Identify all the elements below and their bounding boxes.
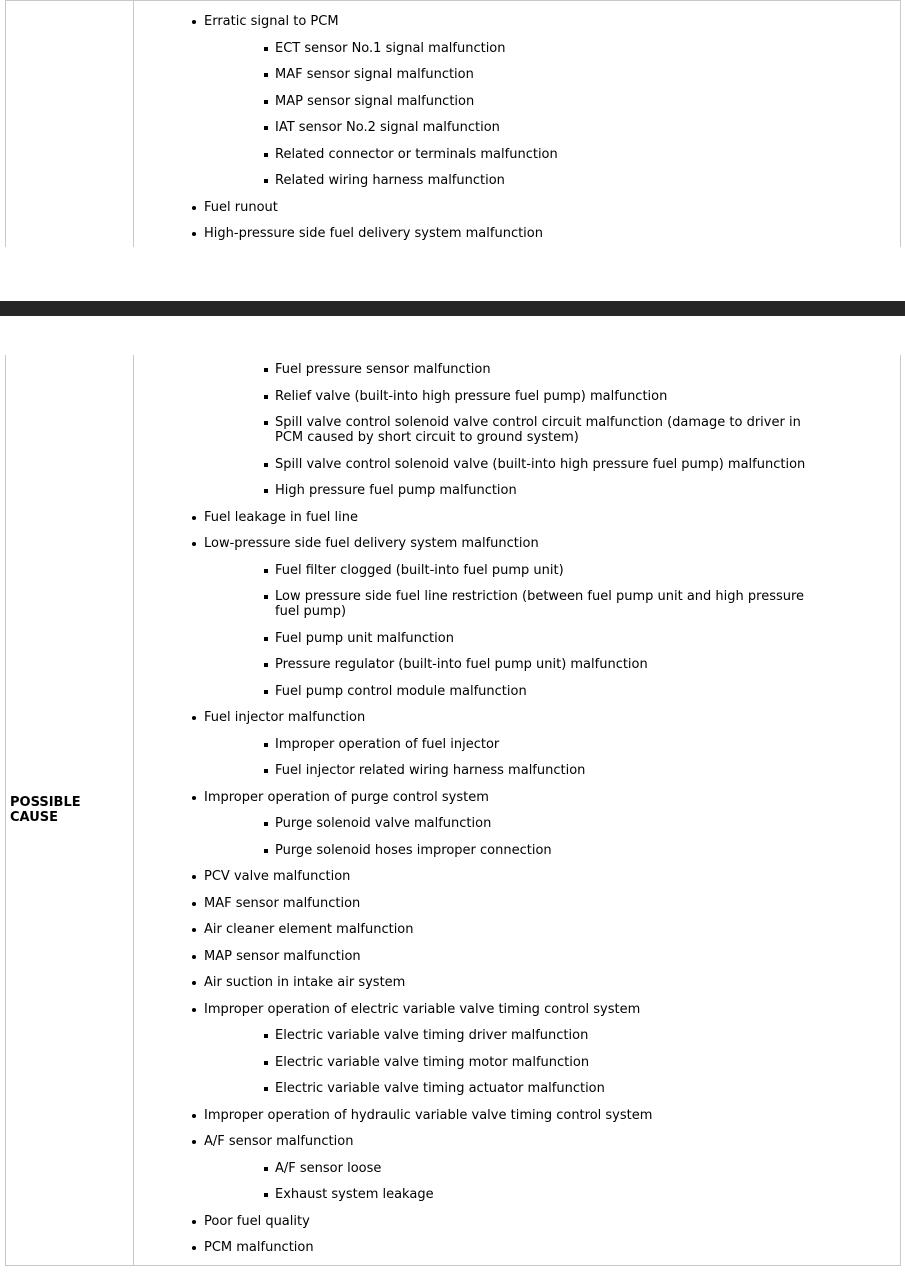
possible-cause-label: POSSIBLE CAUSE (10, 795, 81, 825)
sub-list-item: Fuel filter clogged (built-into fuel pump unit) (6, 563, 900, 578)
sub-list-item: Spill valve control solenoid valve control circuit malfunction (damage to driver in PCM caused by short circuit to ground system) (6, 415, 900, 445)
top-cause-list (6, 14, 900, 253)
list-item: A/F sensor malfunction (6, 1134, 900, 1149)
sub-list-item: Improper operation of fuel injector (6, 737, 900, 752)
sub-list-item: MAF sensor signal malfunction (6, 67, 900, 82)
list-item: Poor fuel quality (6, 1214, 900, 1229)
possible-cause-list (6, 362, 900, 1267)
list-item: PCV valve malfunction (6, 869, 900, 884)
sub-list-item: ECT sensor No.1 signal malfunction (6, 41, 900, 56)
list-item: Improper operation of electric variable valve timing control system (6, 1002, 900, 1017)
sub-list-item: Electric variable valve timing motor malfunction (6, 1055, 900, 1070)
sub-list-item: Electric variable valve timing actuator malfunction (6, 1081, 900, 1096)
sub-list-item: Relief valve (built-into high pressure fuel pump) malfunction (6, 389, 900, 404)
sub-list-item: Fuel injector related wiring harness malfunction (6, 763, 900, 778)
list-item: PCM malfunction (6, 1240, 900, 1255)
sub-list-item: A/F sensor loose (6, 1161, 900, 1176)
top-table-fragment (5, 0, 901, 247)
sub-list-item: Exhaust system leakage (6, 1187, 900, 1202)
sub-list-item: MAP sensor signal malfunction (6, 94, 900, 109)
page-separator-band (0, 301, 905, 316)
list-item: Improper operation of hydraulic variable valve timing control system (6, 1108, 900, 1123)
list-item: Fuel runout (6, 200, 900, 215)
sub-list-item: Related connector or terminals malfunction (6, 147, 900, 162)
sub-list-item: High pressure fuel pump malfunction (6, 483, 900, 498)
sub-list-item: IAT sensor No.2 signal malfunction (6, 120, 900, 135)
list-item: High-pressure side fuel delivery system malfunction (6, 226, 900, 241)
sub-list-item: Related wiring harness malfunction (6, 173, 900, 188)
sub-list-item: Spill valve control solenoid valve (built-into high pressure fuel pump) malfunction (6, 457, 900, 472)
possible-cause-table (5, 355, 901, 1266)
list-item: MAP sensor malfunction (6, 949, 900, 964)
list-item: Air suction in intake air system (6, 975, 900, 990)
sub-list-item: Purge solenoid hoses improper connection (6, 843, 900, 858)
sub-list-item: Fuel pressure sensor malfunction (6, 362, 900, 377)
sub-list-item: Low pressure side fuel line restriction (between fuel pump unit and high pressure fuel pump) (6, 589, 900, 619)
sub-list-item: Electric variable valve timing driver malfunction (6, 1028, 900, 1043)
list-item: MAF sensor malfunction (6, 896, 900, 911)
list-item: Air cleaner element malfunction (6, 922, 900, 937)
sub-list-item: Fuel pump unit malfunction (6, 631, 900, 646)
list-item: Fuel injector malfunction (6, 710, 900, 725)
list-item: Erratic signal to PCM (6, 14, 900, 29)
list-item: Improper operation of purge control system (6, 790, 900, 805)
list-item: Low-pressure side fuel delivery system malfunction (6, 536, 900, 551)
list-item: Fuel leakage in fuel line (6, 510, 900, 525)
sub-list-item: Fuel pump control module malfunction (6, 684, 900, 699)
sub-list-item: Purge solenoid valve malfunction (6, 816, 900, 831)
sub-list-item: Pressure regulator (built-into fuel pump unit) malfunction (6, 657, 900, 672)
